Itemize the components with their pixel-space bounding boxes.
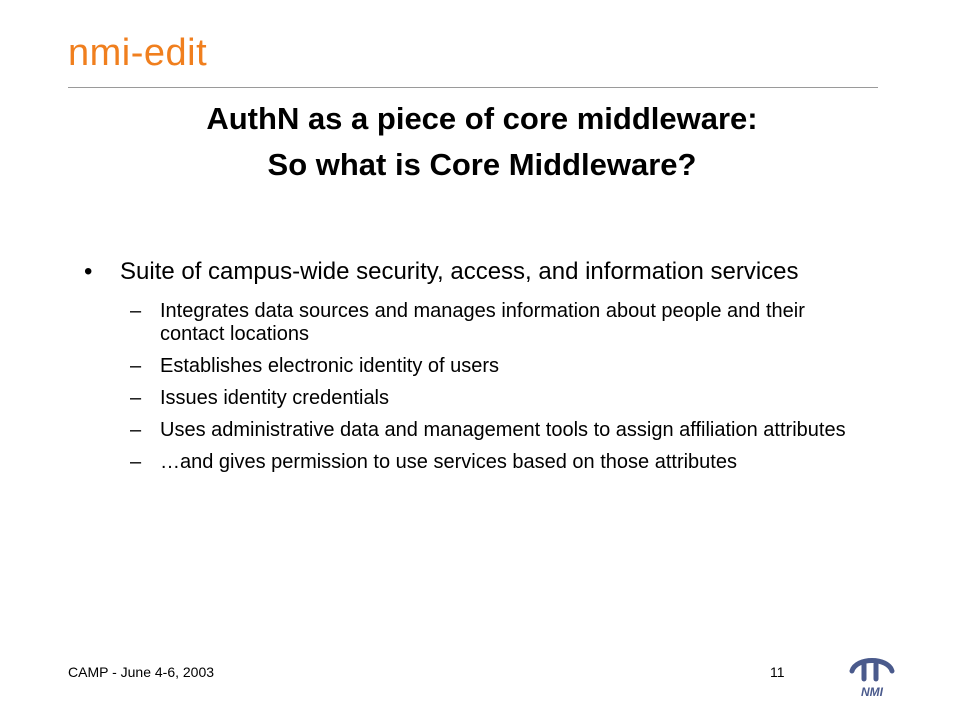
sub-item-text: Uses administrative data and management tools to assign affiliation attributes bbox=[160, 419, 846, 441]
nmi-logo-text: NMI bbox=[861, 685, 883, 699]
sub-item bbox=[84, 300, 864, 346]
sub-item bbox=[84, 451, 864, 474]
bullet-text: Suite of campus-wide security, access, and information services bbox=[120, 258, 799, 285]
sub-item-mark: – bbox=[130, 355, 142, 377]
slide-title bbox=[60, 96, 904, 188]
nmi-logo-graphic bbox=[846, 651, 898, 699]
header-rule bbox=[68, 87, 878, 88]
bullet-item bbox=[84, 258, 864, 286]
slide-content bbox=[84, 258, 864, 483]
sub-item bbox=[84, 419, 864, 442]
sub-item-text: Issues identity credentials bbox=[160, 387, 390, 409]
sub-item-mark: – bbox=[130, 451, 142, 473]
sub-item bbox=[84, 355, 864, 378]
sub-item-mark: – bbox=[130, 419, 142, 441]
slide-title-line-1: AuthN as a piece of core middleware: bbox=[206, 101, 758, 136]
brand-title: nmi-edit bbox=[68, 32, 208, 74]
sub-item bbox=[84, 387, 864, 410]
sub-item-text: Establishes electronic identity of users bbox=[160, 355, 500, 377]
sub-item-mark: – bbox=[130, 300, 142, 322]
sub-item-text: …and gives permission to use services based on those attributes bbox=[160, 451, 737, 473]
footer-event: CAMP - June 4-6, 2003 bbox=[68, 664, 215, 680]
sub-item-text: Integrates data sources and manages information about people and their contact locations bbox=[160, 300, 805, 345]
nmi-logo-icon bbox=[846, 651, 898, 699]
sub-item-mark: – bbox=[130, 387, 142, 409]
page-number: 11 bbox=[770, 664, 785, 680]
bullet-mark: • bbox=[84, 258, 93, 285]
slide-title-line-2: So what is Core Middleware? bbox=[267, 147, 697, 182]
